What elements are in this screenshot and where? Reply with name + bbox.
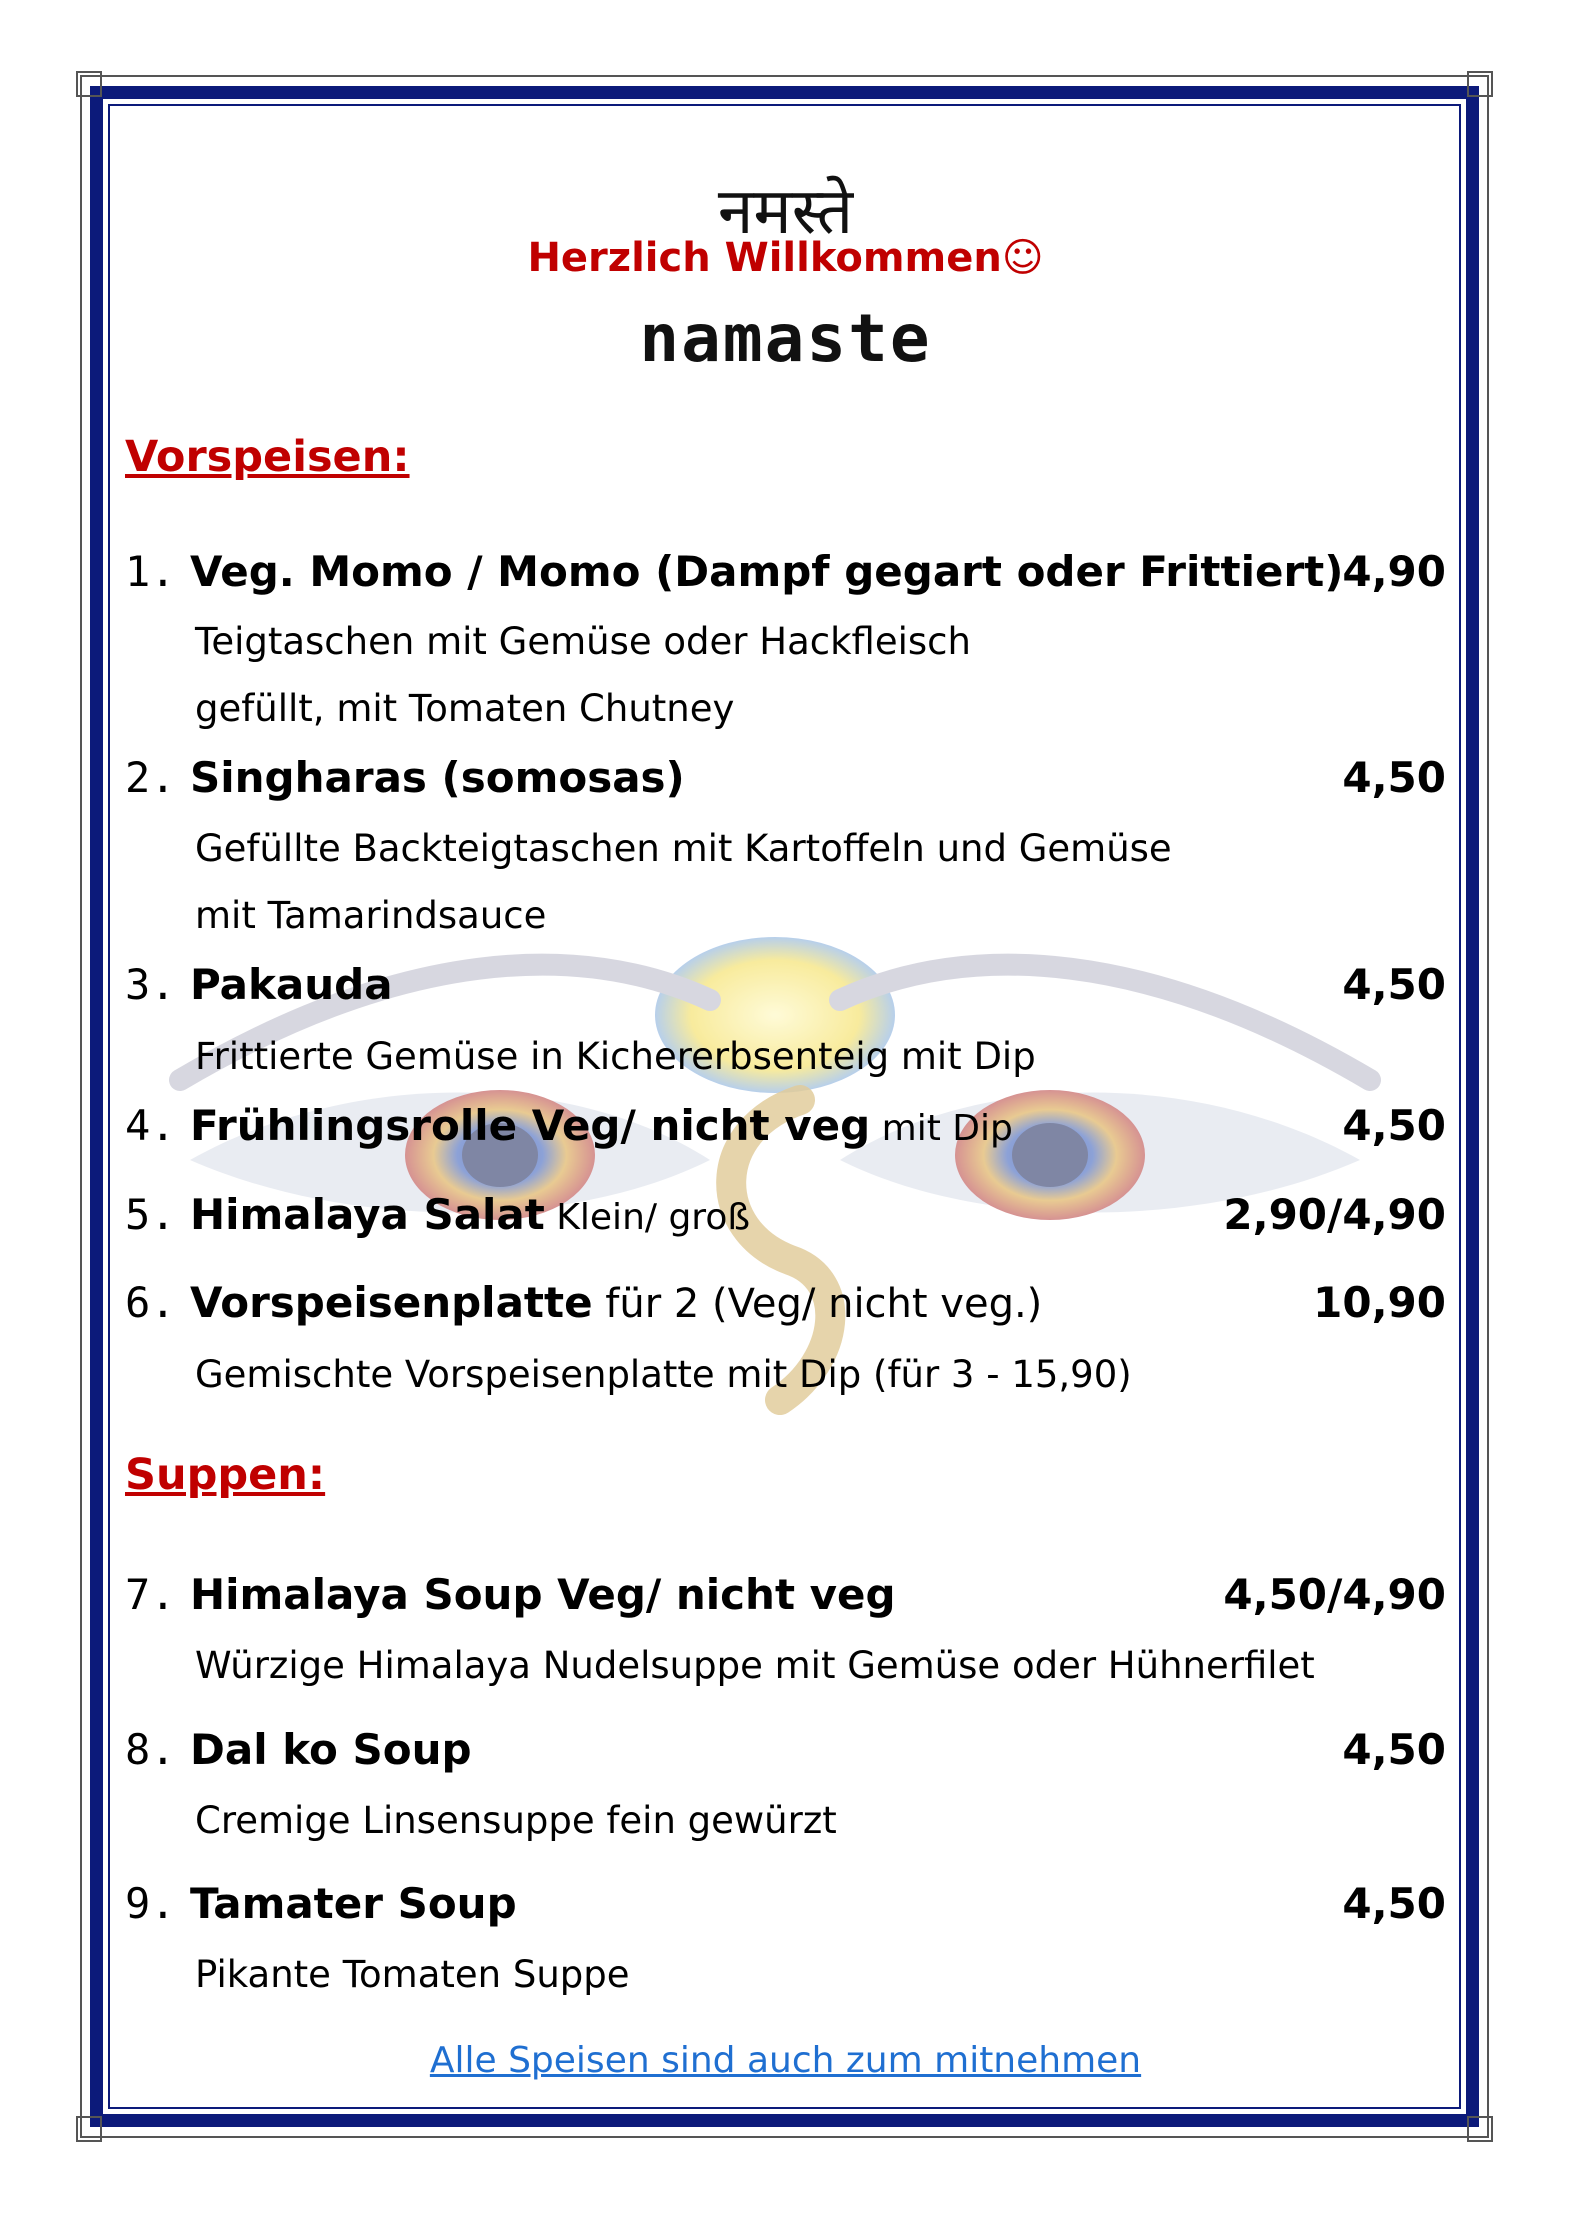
item-description: mit Tamarindsauce — [195, 894, 547, 937]
item-price: 4,50 — [1342, 753, 1446, 802]
menu-item-1 — [125, 547, 1446, 596]
item-name: Pakauda — [190, 960, 393, 1009]
item-number: 2. — [125, 753, 176, 802]
item-name: Himalaya Salat — [190, 1190, 545, 1239]
hindi-greeting: नमस्ते — [717, 175, 854, 249]
item-name: Tamater Soup — [190, 1879, 517, 1928]
item-price: 4,50/4,90 — [1223, 1570, 1446, 1619]
item-extra: für 2 (Veg/ nicht veg.) — [592, 1281, 1043, 1327]
section-heading-soups: Suppen: — [125, 1450, 326, 1500]
namaste-logo-text: namaste — [639, 300, 932, 377]
frame-corner-tr — [1467, 71, 1493, 97]
item-number: 5. — [125, 1190, 176, 1239]
menu-item-9 — [125, 1879, 1446, 1928]
item-name: Vorspeisenplatte — [190, 1278, 593, 1327]
item-extra: mit Dip — [870, 1108, 1013, 1149]
item-name: Singharas (somosas) — [190, 753, 685, 802]
item-price: 10,90 — [1313, 1278, 1446, 1327]
item-number: 8. — [125, 1725, 176, 1774]
menu-item-5 — [125, 1190, 1446, 1239]
menu-item-6 — [125, 1278, 1446, 1327]
item-price: 2,90/4,90 — [1223, 1190, 1446, 1239]
item-number: 1. — [125, 547, 176, 596]
item-price: 4,50 — [1342, 1101, 1446, 1150]
menu-item-3 — [125, 960, 1446, 1009]
item-name: Himalaya Soup Veg/ nicht veg — [190, 1570, 896, 1619]
item-description: Gemischte Vorspeisenplatte mit Dip (für 3 - 15,90) — [195, 1353, 1132, 1396]
item-price: 4,90 — [1342, 547, 1446, 596]
item-price: 4,50 — [1342, 960, 1446, 1009]
item-description: Cremige Linsensuppe fein gewürzt — [195, 1799, 837, 1842]
section-heading-starters: Vorspeisen: — [125, 432, 410, 482]
item-extra: Klein/ groß — [544, 1197, 751, 1238]
item-price: 4,50 — [1342, 1879, 1446, 1928]
item-description: Würzige Himalaya Nudelsuppe mit Gemüse oder Hühnerfilet — [195, 1644, 1315, 1687]
item-price: 4,50 — [1342, 1725, 1446, 1774]
menu-item-2 — [125, 753, 1446, 802]
item-number: 9. — [125, 1879, 176, 1928]
item-number: 4. — [125, 1101, 176, 1150]
menu-item-8 — [125, 1725, 1446, 1774]
item-description: Teigtaschen mit Gemüse oder Hackfleisch — [195, 620, 971, 663]
menu-item-4 — [125, 1101, 1446, 1150]
item-number: 6. — [125, 1278, 176, 1327]
item-description: Gefüllte Backteigtaschen mit Kartoffeln und Gemüse — [195, 827, 1172, 870]
takeaway-link[interactable]: Alle Speisen sind auch zum mitnehmen — [429, 2040, 1142, 2081]
frame-corner-bl — [76, 2116, 102, 2142]
item-description: Pikante Tomaten Suppe — [195, 1953, 630, 1996]
item-name: Frühlingsrolle Veg/ nicht veg — [190, 1101, 871, 1150]
item-description: gefüllt, mit Tomaten Chutney — [195, 687, 735, 730]
frame-corner-tl — [76, 71, 102, 97]
item-number: 3. — [125, 960, 176, 1009]
item-description: Frittierte Gemüse in Kichererbsenteig mit Dip — [195, 1035, 1036, 1078]
menu-item-7 — [125, 1570, 1446, 1619]
item-number: 7. — [125, 1570, 176, 1619]
frame-corner-br — [1467, 2116, 1493, 2142]
item-name: Veg. Momo / Momo (Dampf gegart oder Frittiert) — [190, 547, 1344, 596]
welcome-text: Herzlich Willkommen☺ — [527, 235, 1044, 281]
item-name: Dal ko Soup — [190, 1725, 472, 1774]
